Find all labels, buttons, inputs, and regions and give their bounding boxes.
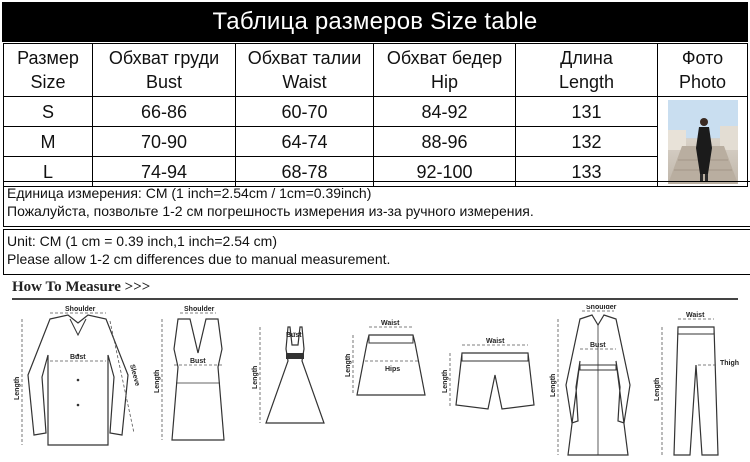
cell-length: 133 [516, 157, 658, 187]
trousers-diagram-icon [650, 305, 745, 460]
header-bust: Обхват груди Bust [93, 44, 236, 97]
cell-bust: 66-86 [93, 97, 236, 127]
header-photo: Фото Photo [658, 44, 748, 97]
photo-cell [658, 97, 748, 187]
label-bust: Bust [70, 354, 86, 361]
cell-hip: 84-92 [374, 97, 516, 127]
table-row [4, 127, 748, 157]
label-length: Length [154, 369, 161, 393]
note-en-allowance: Please allow 1-2 cm differences due to manual measurement. [7, 251, 391, 267]
label-length: Length [252, 365, 259, 389]
vest-diagram-icon [150, 305, 245, 460]
cell-hip: 92-100 [374, 157, 516, 187]
label-bust: Bust [190, 358, 206, 365]
cell-size: S [4, 97, 93, 127]
cell-size: M [4, 127, 93, 157]
how-to-measure-heading: How To Measure >>> [12, 279, 151, 295]
note-russian [3, 181, 750, 227]
label-thigh: Thigh [720, 360, 740, 367]
label-shoulder: Shoulder [184, 306, 215, 313]
header-length: Длина Length [516, 44, 658, 97]
header-hip: Обхват бедер Hip [374, 44, 516, 97]
label-bust: Bust [590, 342, 606, 349]
label-bust: Bust [286, 332, 302, 339]
blouse-diagram-icon [10, 305, 145, 460]
note-ru-unit: Единица измерения: CM (1 inch=2.54cm / 1cm=0.39inch) [7, 185, 372, 201]
label-sleeve: Sleeve [128, 363, 141, 387]
table-row [4, 97, 748, 127]
header-size: Размер Size [4, 44, 93, 97]
note-en-unit: Unit: CM (1 cm = 0.39 inch,1 inch=2.54 cm) [7, 233, 277, 249]
label-waist: Waist [686, 312, 705, 319]
shorts-diagram-icon [440, 305, 545, 460]
model-photo [668, 100, 738, 184]
label-waist: Waist [486, 338, 505, 345]
label-length: Length [654, 377, 661, 401]
section-divider [12, 298, 738, 300]
cell-length: 132 [516, 127, 658, 157]
label-shoulder: Shoulder [586, 305, 617, 311]
label-length: Length [442, 369, 449, 393]
cell-hip: 88-96 [374, 127, 516, 157]
cell-waist: 64-74 [236, 127, 374, 157]
size-table [3, 43, 748, 187]
label-waist: Waist [381, 320, 400, 327]
dress-diagram-icon [250, 305, 340, 460]
label-shoulder: Shoulder [65, 306, 96, 313]
label-length: Length [345, 353, 352, 377]
table-header-row [4, 44, 748, 97]
cell-size: L [4, 157, 93, 187]
label-hips: Hips [385, 366, 401, 373]
cell-waist: 68-78 [236, 157, 374, 187]
cell-bust: 74-94 [93, 157, 236, 187]
cell-length: 131 [516, 97, 658, 127]
cell-waist: 60-70 [236, 97, 374, 127]
coat-diagram-icon [548, 305, 648, 460]
size-table-title: Таблица размеров Size table [2, 2, 748, 42]
header-waist: Обхват талии Waist [236, 44, 374, 97]
label-length: Length [550, 373, 557, 397]
cell-bust: 70-90 [93, 127, 236, 157]
note-ru-allowance: Пожалуйста, позвольте 1-2 см погрешность измерения из-за ручного измерения. [7, 203, 534, 219]
skirt-diagram-icon [345, 305, 430, 460]
note-english [3, 229, 750, 275]
label-length: Length [14, 376, 21, 400]
